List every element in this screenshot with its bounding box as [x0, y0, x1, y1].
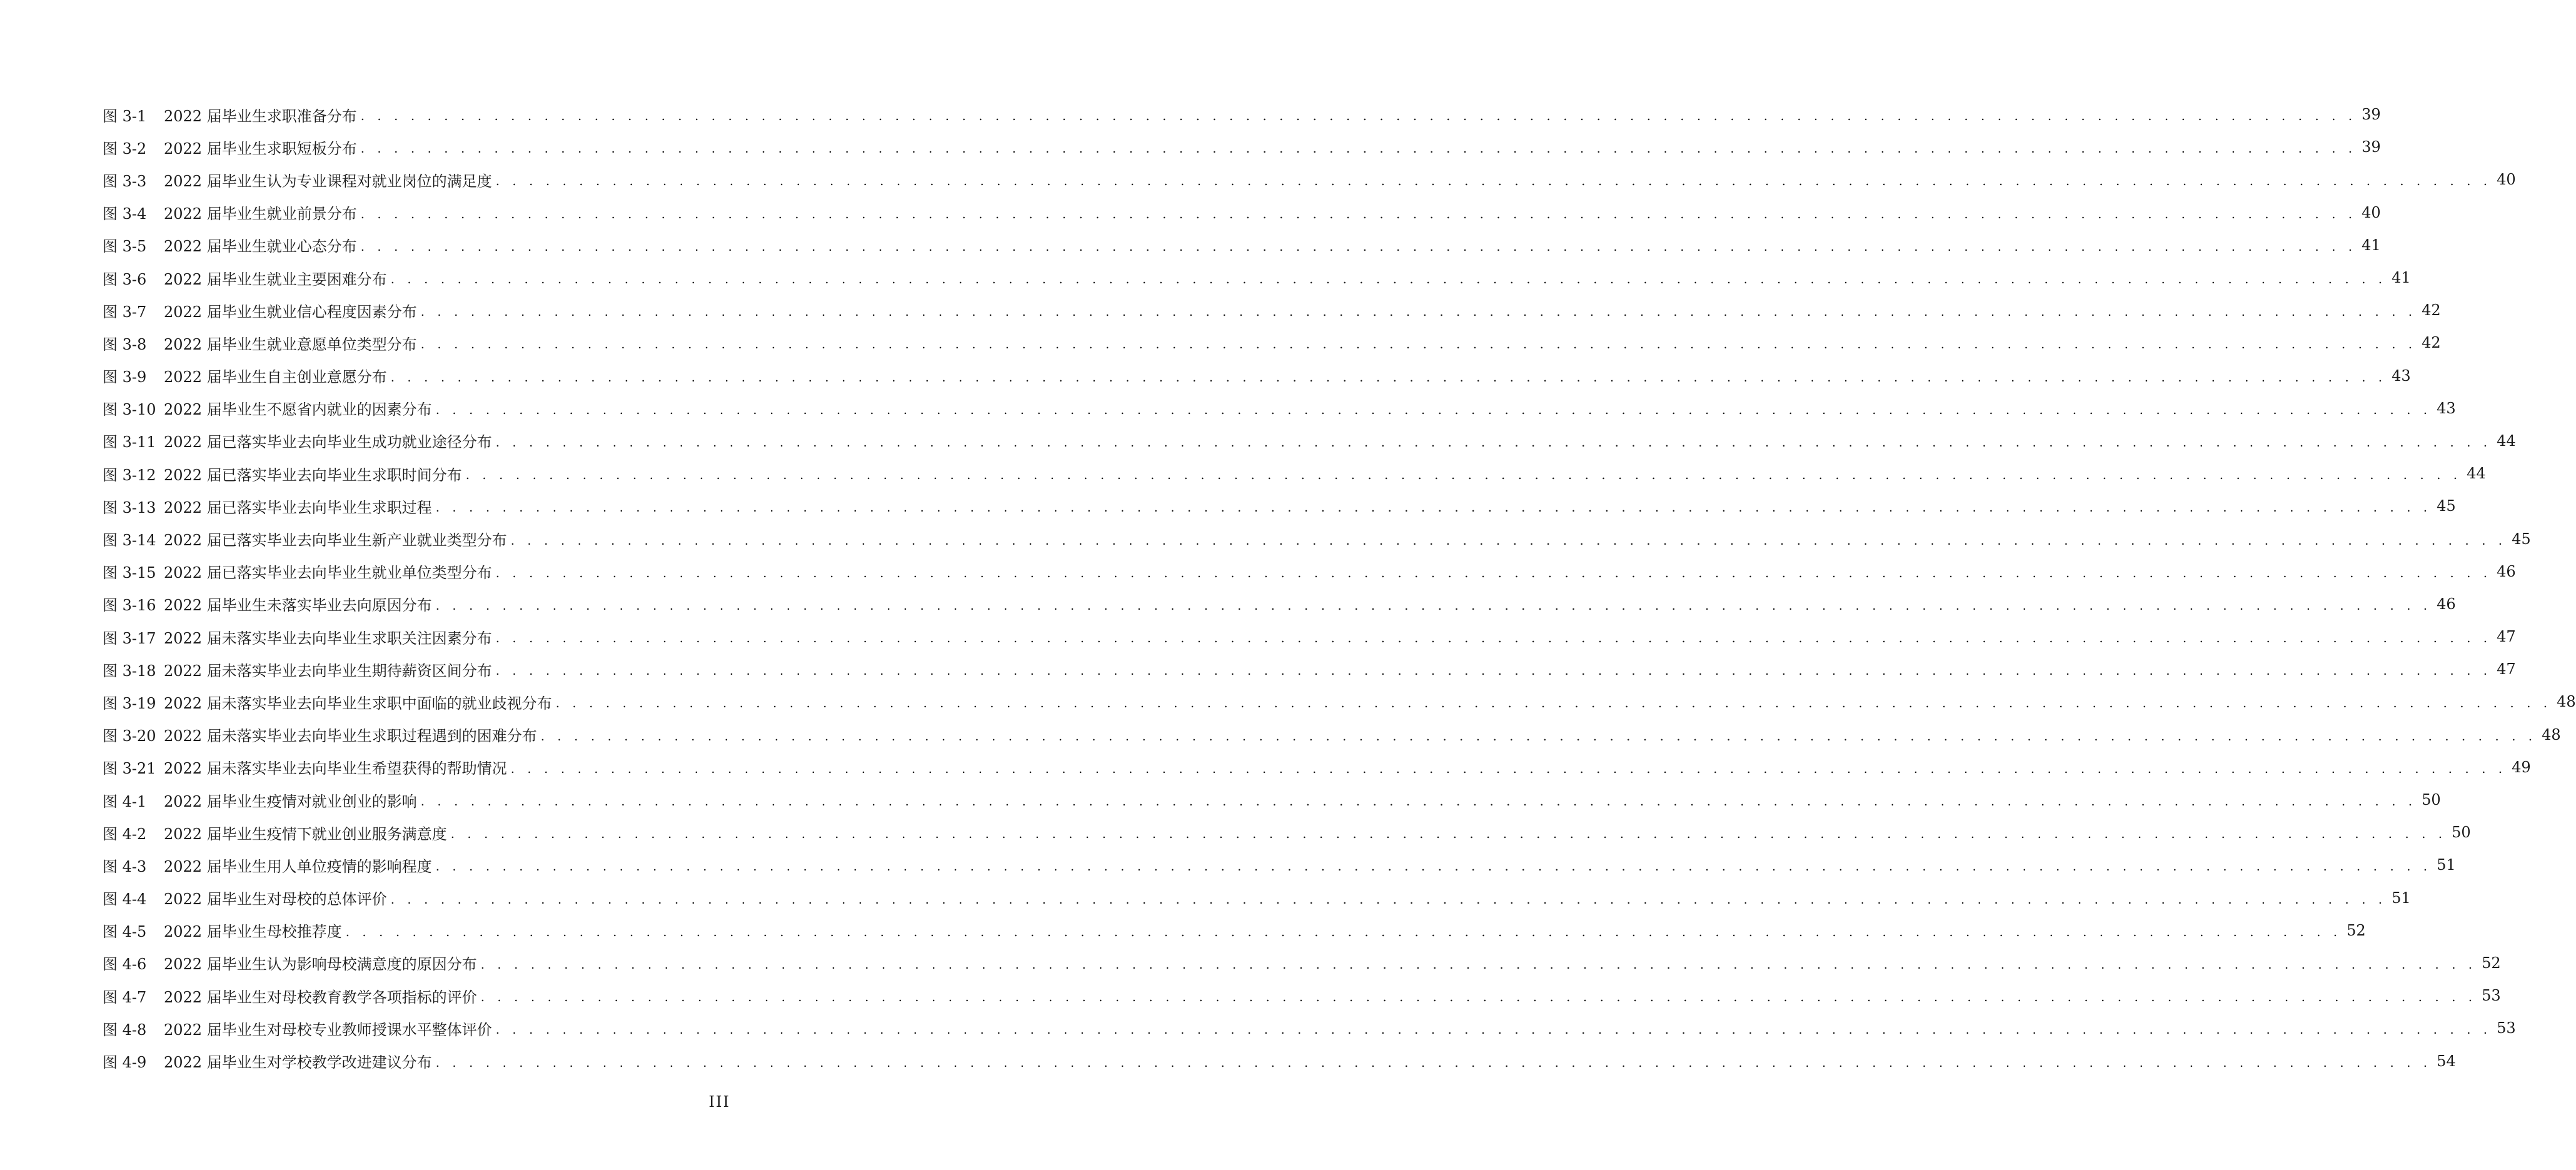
- page-ref: 42: [2422, 334, 2441, 352]
- figure-title: 2022 届已落实毕业去向毕业生求职时间分布: [164, 466, 462, 484]
- page-ref: 47: [2497, 628, 2516, 646]
- page-ref: 40: [2497, 171, 2516, 189]
- figure-label: 图 4-4: [103, 890, 147, 909]
- toc-entry[interactable]: [103, 131, 2381, 163]
- figure-label: 图 3-9: [103, 368, 147, 386]
- toc-entry[interactable]: [103, 914, 2366, 947]
- figure-label: 图 3-17: [103, 629, 156, 647]
- figure-label: 图 3-12: [103, 466, 156, 484]
- figure-label: 图 4-5: [103, 923, 147, 941]
- figure-label: 图 3-13: [103, 498, 156, 517]
- figure-title: 2022 届毕业生对母校教育教学各项指标的评价: [164, 988, 477, 1006]
- page-ref: 45: [2512, 530, 2531, 548]
- figure-label: 图 3-16: [103, 597, 156, 615]
- figure-label: 图 3-20: [103, 727, 156, 745]
- figure-title: 2022 届毕业生就业前景分布: [164, 205, 357, 223]
- page-ref: 39: [2362, 106, 2381, 124]
- figure-title: 2022 届已落实毕业去向毕业生新产业就业类型分布: [164, 532, 507, 550]
- figure-title: 2022 届毕业生就业意愿单位类型分布: [164, 335, 417, 353]
- toc-entry[interactable]: [103, 326, 2441, 359]
- dot-leader: . . . . . . . . . . . . . . . . . . . . . . . . . . . . . . . . . . . . . . . . . . . . . . . . . . . . . . . . . . . . . . . . . . . . . . . . . . . . . . . . . . . . . . . . . . . . . . . . . . . . . . . . . . . . . . . . . . . . . . . .: [495, 630, 2492, 646]
- toc-entry[interactable]: [103, 490, 2456, 522]
- figure-label: 图 3-8: [103, 335, 147, 353]
- page-ref: 44: [2467, 465, 2486, 483]
- toc-entry[interactable]: [103, 620, 2516, 653]
- dot-leader: . . . . . . . . . . . . . . . . . . . . . . . . . . . . . . . . . . . . . . . . . . . . . . . . . . . . . . . . . . . . . . . . . . . . . . . . . . . . . . . . . . . . . . . . . . . . . . . . . . . . . . . . . . . . . . . . . . . . . . . .: [360, 206, 2357, 221]
- toc-entry[interactable]: [103, 392, 2456, 425]
- table-of-figures: [103, 98, 2576, 1077]
- toc-entry[interactable]: [103, 947, 2501, 979]
- page-ref: 53: [2497, 1019, 2516, 1037]
- figure-title: 2022 届毕业生就业心态分布: [164, 238, 357, 256]
- figure-label: 图 3-5: [103, 238, 147, 256]
- toc-entry[interactable]: [103, 425, 2516, 457]
- figure-title: 2022 届毕业生自主创业意愿分布: [164, 368, 387, 386]
- page-ref: 52: [2347, 921, 2366, 939]
- figure-label: 图 3-11: [103, 433, 156, 451]
- figure-label: 图 4-1: [103, 792, 147, 810]
- figure-title: 2022 届未落实毕业去向毕业生希望获得的帮助情况: [164, 760, 507, 778]
- toc-entry[interactable]: [103, 360, 2411, 392]
- page-ref: 46: [2497, 562, 2516, 580]
- figure-title: 2022 届未落实毕业去向毕业生期待薪资区间分布: [164, 662, 492, 680]
- dot-leader: . . . . . . . . . . . . . . . . . . . . . . . . . . . . . . . . . . . . . . . . . . . . . . . . . . . . . . . . . . . . . . . . . . . . . . . . . . . . . . . . . . . . . . . . . . . . . . . . . . . . . . . . . . . . . . . . . . . . . . . .: [555, 695, 2552, 711]
- dot-leader: . . . . . . . . . . . . . . . . . . . . . . . . . . . . . . . . . . . . . . . . . . . . . . . . . . . . . . . . . . . . . . . . . . . . . . . . . . . . . . . . . . . . . . . . . . . . . . . . . . . . . . . . . . . . . . . . . . . . . . . .: [510, 760, 2507, 776]
- toc-entry[interactable]: [103, 882, 2411, 914]
- figure-title: 2022 届毕业生用人单位疫情的影响程度: [164, 857, 432, 875]
- dot-leader: . . . . . . . . . . . . . . . . . . . . . . . . . . . . . . . . . . . . . . . . . . . . . . . . . . . . . . . . . . . . . . . . . . . . . . . . . . . . . . . . . . . . . . . . . . . . . . . . . . . . . . . . . . . . . . . . . . . . . . . .: [540, 728, 2537, 744]
- figure-title: 2022 届未落实毕业去向毕业生求职过程遇到的困难分布: [164, 727, 537, 745]
- dot-leader: . . . . . . . . . . . . . . . . . . . . . . . . . . . . . . . . . . . . . . . . . . . . . . . . . . . . . . . . . . . . . . . . . . . . . . . . . . . . . . . . . . . . . . . . . . . . . . . . . . . . . . . . . . . . . . . . . . . . . . . .: [435, 859, 2432, 874]
- figure-title: 2022 届毕业生对学校教学改进建议分布: [164, 1054, 432, 1072]
- toc-entry[interactable]: [103, 261, 2411, 294]
- figure-label: 图 4-6: [103, 956, 147, 974]
- dot-leader: . . . . . . . . . . . . . . . . . . . . . . . . . . . . . . . . . . . . . . . . . . . . . . . . . . . . . . . . . . . . . . . . . . . . . . . . . . . . . . . . . . . . . . . . . . . . . . . . . . . . . . . . . . . . . . . . . . . . . . . .: [495, 663, 2492, 678]
- page-ref: 40: [2362, 203, 2381, 221]
- dot-leader: . . . . . . . . . . . . . . . . . . . . . . . . . . . . . . . . . . . . . . . . . . . . . . . . . . . . . . . . . . . . . . . . . . . . . . . . . . . . . . . . . . . . . . . . . . . . . . . . . . . . . . . . . . . . . . . . . . . . . . . .: [465, 467, 2462, 483]
- toc-entry[interactable]: [103, 229, 2381, 261]
- page-ref: 46: [2437, 595, 2456, 613]
- dot-leader: . . . . . . . . . . . . . . . . . . . . . . . . . . . . . . . . . . . . . . . . . . . . . . . . . . . . . . . . . . . . . . . . . . . . . . . . . . . . . . . . . . . . . . . . . . . . . . . . . . . . . . . . . . . . . . . . . . . . . . . .: [420, 794, 2417, 809]
- page-ref: 50: [2452, 824, 2471, 842]
- figure-label: 图 3-14: [103, 532, 156, 550]
- figure-label: 图 4-2: [103, 825, 147, 843]
- figure-title: 2022 届毕业生认为影响母校满意度的原因分布: [164, 956, 477, 974]
- page-number: III: [708, 1093, 730, 1111]
- page-ref: 50: [2422, 791, 2441, 809]
- page-ref: 41: [2362, 236, 2381, 254]
- figure-title: 2022 届毕业生求职准备分布: [164, 107, 357, 125]
- toc-entry[interactable]: [103, 784, 2441, 816]
- dot-leader: . . . . . . . . . . . . . . . . . . . . . . . . . . . . . . . . . . . . . . . . . . . . . . . . . . . . . . . . . . . . . . . . . . . . . . . . . . . . . . . . . . . . . . . . . . . . . . . . . . . . . . . . . . . . . . . . . . . . . . . .: [480, 956, 2477, 972]
- dot-leader: . . . . . . . . . . . . . . . . . . . . . . . . . . . . . . . . . . . . . . . . . . . . . . . . . . . . . . . . . . . . . . . . . . . . . . . . . . . . . . . . . . . . . . . . . . . . . . . . . . . . . . . . . . . . . . . . . . . . . . . .: [390, 891, 2387, 907]
- figure-title: 2022 届毕业生求职短板分布: [164, 139, 357, 158]
- figure-label: 图 3-18: [103, 662, 156, 680]
- figure-title: 2022 届已落实毕业去向毕业生求职过程: [164, 498, 432, 517]
- page-ref: 43: [2392, 366, 2411, 385]
- figure-label: 图 3-2: [103, 139, 147, 158]
- figure-label: 图 3-19: [103, 694, 156, 712]
- toc-entry[interactable]: [103, 653, 2516, 685]
- dot-leader: . . . . . . . . . . . . . . . . . . . . . . . . . . . . . . . . . . . . . . . . . . . . . . . . . . . . . . . . . . . . . . . . . . . . . . . . . . . . . . . . . . . . . . . . . . . . . . . . . . . . . . . . . . . . . . . . . . . . . . . .: [510, 532, 2507, 548]
- dot-leader: . . . . . . . . . . . . . . . . . . . . . . . . . . . . . . . . . . . . . . . . . . . . . . . . . . . . . . . . . . . . . . . . . . . . . . . . . . . . . . . . . . . . . . . . . . . . . . . . . . . . . . . . . . . . . . . . . . . . . . . .: [450, 826, 2447, 842]
- toc-entry[interactable]: [103, 751, 2531, 784]
- page-ref: 48: [2542, 725, 2561, 744]
- page-ref: 49: [2512, 758, 2531, 776]
- dot-leader: . . . . . . . . . . . . . . . . . . . . . . . . . . . . . . . . . . . . . . . . . . . . . . . . . . . . . . . . . . . . . . . . . . . . . . . . . . . . . . . . . . . . . . . . . . . . . . . . . . . . . . . . . . . . . . . . . . . . . . . .: [420, 304, 2417, 320]
- toc-entry[interactable]: [103, 555, 2516, 588]
- page-ref: 51: [2437, 856, 2456, 874]
- figure-label: 图 4-9: [103, 1054, 147, 1072]
- toc-entry[interactable]: [103, 979, 2501, 1012]
- figure-label: 图 4-7: [103, 988, 147, 1006]
- figure-title: 2022 届毕业生就业主要困难分布: [164, 270, 387, 288]
- toc-entry[interactable]: [103, 163, 2516, 196]
- figure-label: 图 3-4: [103, 205, 147, 223]
- toc-entry[interactable]: [103, 685, 2576, 718]
- dot-leader: . . . . . . . . . . . . . . . . . . . . . . . . . . . . . . . . . . . . . . . . . . . . . . . . . . . . . . . . . . . . . . . . . . . . . . . . . . . . . . . . . . . . . . . . . . . . . . . . . . . . . . . . . . . . . . . . . . . . . . . .: [435, 1054, 2432, 1070]
- figure-title: 2022 届已落实毕业去向毕业生成功就业途径分布: [164, 433, 492, 451]
- page-ref: 41: [2392, 269, 2411, 287]
- figure-title: 2022 届毕业生疫情下就业创业服务满意度: [164, 825, 447, 843]
- toc-entry[interactable]: [103, 457, 2486, 490]
- toc-entry[interactable]: [103, 588, 2456, 620]
- dot-leader: . . . . . . . . . . . . . . . . . . . . . . . . . . . . . . . . . . . . . . . . . . . . . . . . . . . . . . . . . . . . . . . . . . . . . . . . . . . . . . . . . . . . . . . . . . . . . . . . . . . . . . . . . . . . . . . . . . . . . . . .: [345, 924, 2342, 939]
- figure-label: 图 3-7: [103, 303, 147, 321]
- toc-entry[interactable]: [103, 294, 2441, 326]
- dot-leader: . . . . . . . . . . . . . . . . . . . . . . . . . . . . . . . . . . . . . . . . . . . . . . . . . . . . . . . . . . . . . . . . . . . . . . . . . . . . . . . . . . . . . . . . . . . . . . . . . . . . . . . . . . . . . . . . . . . . . . . .: [480, 989, 2477, 1005]
- figure-title: 2022 届已落实毕业去向毕业生就业单位类型分布: [164, 564, 492, 582]
- figure-title: 2022 届毕业生未落实毕业去向原因分布: [164, 597, 432, 615]
- figure-title: 2022 届毕业生不愿省内就业的因素分布: [164, 401, 432, 419]
- toc-entry[interactable]: [103, 719, 2561, 751]
- figure-label: 图 3-10: [103, 401, 156, 419]
- dot-leader: . . . . . . . . . . . . . . . . . . . . . . . . . . . . . . . . . . . . . . . . . . . . . . . . . . . . . . . . . . . . . . . . . . . . . . . . . . . . . . . . . . . . . . . . . . . . . . . . . . . . . . . . . . . . . . . . . . . . . . . .: [390, 369, 2387, 385]
- figure-label: 图 3-3: [103, 172, 147, 190]
- toc-entry[interactable]: [103, 1012, 2516, 1044]
- figure-title: 2022 届毕业生就业信心程度因素分布: [164, 303, 417, 321]
- figure-title: 2022 届未落实毕业去向毕业生求职中面临的就业歧视分布: [164, 694, 552, 712]
- dot-leader: . . . . . . . . . . . . . . . . . . . . . . . . . . . . . . . . . . . . . . . . . . . . . . . . . . . . . . . . . . . . . . . . . . . . . . . . . . . . . . . . . . . . . . . . . . . . . . . . . . . . . . . . . . . . . . . . . . . . . . . .: [435, 597, 2432, 613]
- dot-leader: . . . . . . . . . . . . . . . . . . . . . . . . . . . . . . . . . . . . . . . . . . . . . . . . . . . . . . . . . . . . . . . . . . . . . . . . . . . . . . . . . . . . . . . . . . . . . . . . . . . . . . . . . . . . . . . . . . . . . . . .: [360, 238, 2357, 254]
- figure-label: 图 4-8: [103, 1021, 147, 1039]
- figure-title: 2022 届毕业生对母校的总体评价: [164, 890, 387, 909]
- dot-leader: . . . . . . . . . . . . . . . . . . . . . . . . . . . . . . . . . . . . . . . . . . . . . . . . . . . . . . . . . . . . . . . . . . . . . . . . . . . . . . . . . . . . . . . . . . . . . . . . . . . . . . . . . . . . . . . . . . . . . . . .: [360, 108, 2357, 124]
- toc-entry[interactable]: [103, 816, 2471, 849]
- figure-title: 2022 届毕业生疫情对就业创业的影响: [164, 792, 417, 810]
- dot-leader: . . . . . . . . . . . . . . . . . . . . . . . . . . . . . . . . . . . . . . . . . . . . . . . . . . . . . . . . . . . . . . . . . . . . . . . . . . . . . . . . . . . . . . . . . . . . . . . . . . . . . . . . . . . . . . . . . . . . . . . .: [495, 434, 2492, 450]
- page-ref: 51: [2392, 889, 2411, 907]
- figure-title: 2022 届毕业生母校推荐度: [164, 923, 342, 941]
- dot-leader: . . . . . . . . . . . . . . . . . . . . . . . . . . . . . . . . . . . . . . . . . . . . . . . . . . . . . . . . . . . . . . . . . . . . . . . . . . . . . . . . . . . . . . . . . . . . . . . . . . . . . . . . . . . . . . . . . . . . . . . .: [360, 141, 2357, 156]
- toc-entry[interactable]: [103, 1044, 2456, 1077]
- figure-label: 图 4-3: [103, 857, 147, 875]
- page-ref: 45: [2437, 497, 2456, 515]
- figure-title: 2022 届未落实毕业去向毕业生求职关注因素分布: [164, 629, 492, 647]
- toc-entry[interactable]: [103, 98, 2381, 131]
- dot-leader: . . . . . . . . . . . . . . . . . . . . . . . . . . . . . . . . . . . . . . . . . . . . . . . . . . . . . . . . . . . . . . . . . . . . . . . . . . . . . . . . . . . . . . . . . . . . . . . . . . . . . . . . . . . . . . . . . . . . . . . .: [420, 336, 2417, 352]
- toc-entry[interactable]: [103, 522, 2531, 555]
- figure-label: 图 3-15: [103, 564, 156, 582]
- page-ref: 47: [2497, 660, 2516, 678]
- toc-entry[interactable]: [103, 849, 2456, 881]
- figure-title: 2022 届毕业生认为专业课程对就业岗位的满足度: [164, 172, 492, 190]
- figure-title: 2022 届毕业生对母校专业教师授课水平整体评价: [164, 1021, 492, 1039]
- page-ref: 52: [2482, 954, 2501, 972]
- figure-label: 图 3-1: [103, 107, 147, 125]
- page-ref: 53: [2482, 987, 2501, 1005]
- dot-leader: . . . . . . . . . . . . . . . . . . . . . . . . . . . . . . . . . . . . . . . . . . . . . . . . . . . . . . . . . . . . . . . . . . . . . . . . . . . . . . . . . . . . . . . . . . . . . . . . . . . . . . . . . . . . . . . . . . . . . . . .: [495, 565, 2492, 580]
- page-ref: 48: [2557, 693, 2576, 711]
- dot-leader: . . . . . . . . . . . . . . . . . . . . . . . . . . . . . . . . . . . . . . . . . . . . . . . . . . . . . . . . . . . . . . . . . . . . . . . . . . . . . . . . . . . . . . . . . . . . . . . . . . . . . . . . . . . . . . . . . . . . . . . .: [435, 401, 2432, 417]
- dot-leader: . . . . . . . . . . . . . . . . . . . . . . . . . . . . . . . . . . . . . . . . . . . . . . . . . . . . . . . . . . . . . . . . . . . . . . . . . . . . . . . . . . . . . . . . . . . . . . . . . . . . . . . . . . . . . . . . . . . . . . . .: [390, 271, 2387, 287]
- dot-leader: . . . . . . . . . . . . . . . . . . . . . . . . . . . . . . . . . . . . . . . . . . . . . . . . . . . . . . . . . . . . . . . . . . . . . . . . . . . . . . . . . . . . . . . . . . . . . . . . . . . . . . . . . . . . . . . . . . . . . . . .: [495, 173, 2492, 189]
- toc-entry[interactable]: [103, 196, 2381, 229]
- dot-leader: . . . . . . . . . . . . . . . . . . . . . . . . . . . . . . . . . . . . . . . . . . . . . . . . . . . . . . . . . . . . . . . . . . . . . . . . . . . . . . . . . . . . . . . . . . . . . . . . . . . . . . . . . . . . . . . . . . . . . . . .: [495, 1022, 2492, 1037]
- page-ref: 42: [2422, 301, 2441, 320]
- dot-leader: . . . . . . . . . . . . . . . . . . . . . . . . . . . . . . . . . . . . . . . . . . . . . . . . . . . . . . . . . . . . . . . . . . . . . . . . . . . . . . . . . . . . . . . . . . . . . . . . . . . . . . . . . . . . . . . . . . . . . . . .: [435, 500, 2432, 515]
- page-ref: 44: [2497, 431, 2516, 450]
- figure-label: 图 3-21: [103, 760, 156, 778]
- page-ref: 43: [2437, 399, 2456, 417]
- figure-label: 图 3-6: [103, 270, 147, 288]
- page-ref: 54: [2437, 1052, 2456, 1070]
- page-ref: 39: [2362, 138, 2381, 156]
